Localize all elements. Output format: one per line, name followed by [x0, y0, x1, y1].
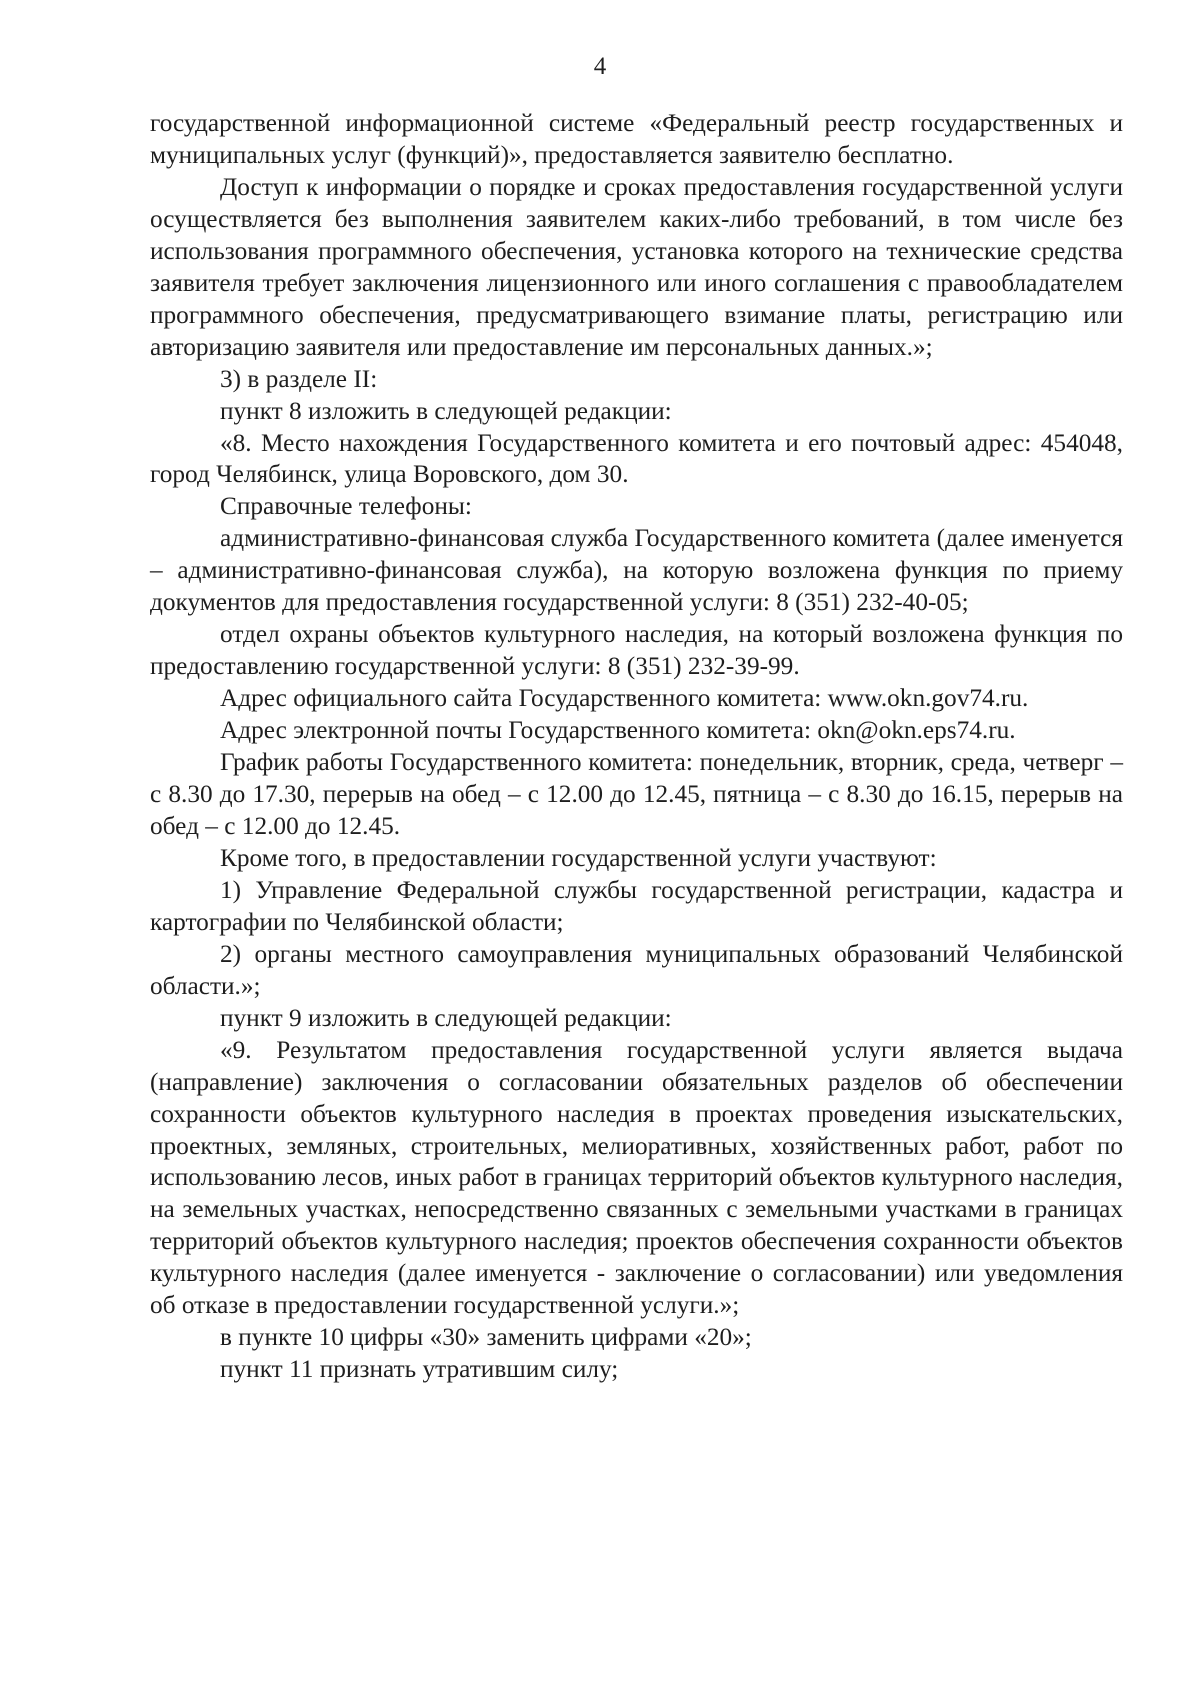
paragraph: Справочные телефоны: [220, 492, 472, 521]
paragraph: пункт 8 изложить в следующей редакции: [220, 396, 672, 425]
page-number: 4 [593, 53, 607, 80]
paragraph: «9. Результатом предоставления государственной услуги является выдача (направление) заключения о согласовании обязательных разделов об обеспечении сохранности объектов культурного наследия в проектах проведения изыскательских, проектных, земляных, строительных, мелиоративных, хозяйственных работ, работ по использованию лесов, иных работ в границах территорий объектов культурного наследия, на земельных участках, непосредственно связанных с земельными участками в границах территорий объектов культурного наследия; проектов обеспечения сохранности объектов культурного наследия (далее именуется - заключение о согласовании) или уведомления об отказе в предоставлении государственной услуги.»; [150, 1035, 1123, 1320]
paragraph: пункт 11 признать утратившим силу; [220, 1355, 619, 1384]
paragraph: Адрес официального сайта Государственного комитета: www.okn.gov74.ru. [220, 684, 1029, 713]
paragraph: в пункте 10 цифры «30» заменить цифрами «20»; [220, 1323, 752, 1352]
paragraph: государственной информационной системе «Федеральный реестр государственных и муниципальных услуг (функций)», предоставляется заявителю бесплатно. [150, 109, 1123, 169]
paragraph: Доступ к информации о порядке и сроках предоставления государственной услуги осуществляется без выполнения заявителем каких-либо требований, в том числе без использования программного обеспечения, установка которого на технические средства заявителя требует заключения лицензионного или иного соглашения с правообладателем программного обеспечения, предусматривающего взимание платы, регистрацию или авторизацию заявителя или предоставление им персональных данных.»; [150, 172, 1123, 361]
paragraph: 3) в разделе II: [220, 364, 378, 393]
paragraph: административно-финансовая служба Государственного комитета (далее именуется – административно-финансовая служба), на которую возложена функция по приему документов для предоставления государственной услуги: 8 (351) 232-40-05; [150, 524, 1123, 617]
document-body [150, 108, 1123, 1386]
paragraph: Адрес электронной почты Государственного комитета: okn@okn.eps74.ru. [220, 716, 1016, 745]
paragraph: Кроме того, в предоставлении государственной услуги участвуют: [220, 843, 937, 872]
paragraph: 1) Управление Федеральной службы государственной регистрации, кадастра и картографии по Челябинской области; [150, 875, 1123, 936]
paragraph: 2) органы местного самоуправления муниципальных образований Челябинской области.»; [150, 939, 1123, 1000]
paragraph: пункт 9 изложить в следующей редакции: [220, 1003, 672, 1032]
paragraph: отдел охраны объектов культурного наследия, на который возложена функция по предоставлению государственной услуги: 8 (351) 232-39-99. [150, 620, 1123, 681]
paragraph: «8. Место нахождения Государственного комитета и его почтовый адрес: 454048, город Челябинск, улица Воровского, дом 30. [150, 428, 1123, 489]
paragraph: График работы Государственного комитета: понедельник, вторник, среда, четверг – с 8.30 до 17.30, перерыв на обед – с 12.00 до 12.45, пятница – с 8.30 до 16.15, перерыв на обед – с 12.00 до 12.45. [150, 748, 1123, 840]
